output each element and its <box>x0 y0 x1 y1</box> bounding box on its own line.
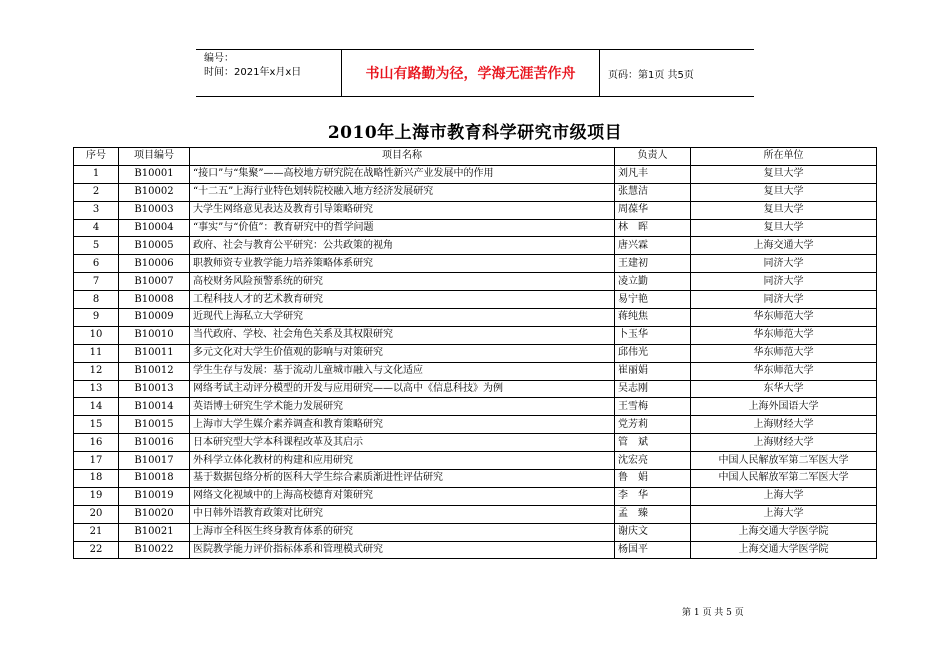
project-leader: 凌立勤 <box>615 273 691 291</box>
row-index: 21 <box>74 523 119 541</box>
row-index: 5 <box>74 237 119 255</box>
project-leader: 唐兴霖 <box>615 237 691 255</box>
table-row <box>74 219 877 237</box>
project-institution: 复旦大学 <box>691 219 877 237</box>
project-name: 中日韩外语教育政策对比研究 <box>190 505 615 523</box>
document-number-label: 编号： <box>204 53 234 64</box>
project-table <box>73 147 877 559</box>
row-index: 14 <box>74 398 119 416</box>
project-institution: 华东师范大学 <box>691 326 877 344</box>
project-institution: 上海交通大学医学院 <box>691 523 877 541</box>
project-code: B10010 <box>119 326 190 344</box>
row-index: 15 <box>74 416 119 434</box>
project-leader: 王雪梅 <box>615 398 691 416</box>
project-code: B10001 <box>119 165 190 183</box>
project-name: 职教师资专业教学能力培养策略体系研究 <box>190 255 615 273</box>
row-index: 2 <box>74 183 119 201</box>
project-institution: 中国人民解放军第二军医大学 <box>691 452 877 470</box>
project-code: B10020 <box>119 505 190 523</box>
project-code: B10008 <box>119 291 190 309</box>
project-name: 多元文化对大学生价值观的影响与对策研究 <box>190 344 615 362</box>
project-leader: 王建初 <box>615 255 691 273</box>
project-institution: 中国人民解放军第二军医大学 <box>691 470 877 488</box>
project-leader: 蒋纯焦 <box>615 309 691 327</box>
table-row <box>74 416 877 434</box>
table-row <box>74 362 877 380</box>
page-header <box>196 49 754 97</box>
project-name: 网络文化视域中的上海高校德育对策研究 <box>190 487 615 505</box>
project-code: B10005 <box>119 237 190 255</box>
row-index: 6 <box>74 255 119 273</box>
row-index: 9 <box>74 309 119 327</box>
project-name: “接口”与“集聚”——高校地方研究院在战略性新兴产业发展中的作用 <box>190 165 615 183</box>
project-leader: 周葆华 <box>615 201 691 219</box>
project-name: 上海市全科医生终身教育体系的研究 <box>190 523 615 541</box>
project-institution: 复旦大学 <box>691 183 877 201</box>
project-leader: 管 斌 <box>615 434 691 452</box>
project-leader: 易宁艳 <box>615 291 691 309</box>
row-index: 4 <box>74 219 119 237</box>
row-index: 17 <box>74 452 119 470</box>
project-leader: 邱伟光 <box>615 344 691 362</box>
table-row <box>74 273 877 291</box>
col-header-institution: 所在单位 <box>691 148 877 166</box>
project-institution: 上海财经大学 <box>691 434 877 452</box>
header-motto: 书山有路勤为径，学海无涯苦作舟 <box>341 50 600 96</box>
project-code: B10003 <box>119 201 190 219</box>
project-institution: 同济大学 <box>691 291 877 309</box>
table-row <box>74 344 877 362</box>
table-row <box>74 434 877 452</box>
row-index: 7 <box>74 273 119 291</box>
table-row <box>74 523 877 541</box>
project-name: 英语博士研究生学术能力发展研究 <box>190 398 615 416</box>
project-name: 网络考试主动评分模型的开发与应用研究——以高中《信息科技》为例 <box>190 380 615 398</box>
project-name: 当代政府、学校、社会角色关系及其权限研究 <box>190 326 615 344</box>
project-code: B10004 <box>119 219 190 237</box>
project-code: B10002 <box>119 183 190 201</box>
project-code: B10015 <box>119 416 190 434</box>
project-institution: 华东师范大学 <box>691 309 877 327</box>
table-row <box>74 380 877 398</box>
row-index: 16 <box>74 434 119 452</box>
header-page-label: 页码：第1页 共5页 <box>608 69 694 81</box>
project-code: B10012 <box>119 362 190 380</box>
col-header-leader: 负责人 <box>615 148 691 166</box>
page-footer: 第 1 页 共 5 页 <box>682 608 744 618</box>
project-institution: 上海外国语大学 <box>691 398 877 416</box>
project-leader: 吴志刚 <box>615 380 691 398</box>
table-row <box>74 505 877 523</box>
project-name: 工程科技人才的艺术教育研究 <box>190 291 615 309</box>
row-index: 18 <box>74 470 119 488</box>
table-row <box>74 309 877 327</box>
project-code: B10007 <box>119 273 190 291</box>
row-index: 22 <box>74 541 119 559</box>
project-leader: 沈宏亮 <box>615 452 691 470</box>
document-title: 2010年上海市教育科学研究市级项目 <box>327 123 623 143</box>
row-index: 13 <box>74 380 119 398</box>
project-institution: 上海交通大学 <box>691 237 877 255</box>
table-row <box>74 541 877 559</box>
header-info <box>196 50 345 96</box>
project-code: B10009 <box>119 309 190 327</box>
table-row <box>74 326 877 344</box>
project-name: 外科学立体化教材的构建和应用研究 <box>190 452 615 470</box>
table-row <box>74 165 877 183</box>
row-index: 20 <box>74 505 119 523</box>
project-name: 政府、社会与教育公平研究：公共政策的视角 <box>190 237 615 255</box>
project-code: B10017 <box>119 452 190 470</box>
project-institution: 上海大学 <box>691 487 877 505</box>
project-code: B10014 <box>119 398 190 416</box>
table-row <box>74 201 877 219</box>
row-index: 11 <box>74 344 119 362</box>
project-leader: 谢庆文 <box>615 523 691 541</box>
row-index: 12 <box>74 362 119 380</box>
project-institution: 华东师范大学 <box>691 362 877 380</box>
project-institution: 东华大学 <box>691 380 877 398</box>
project-name: 上海市大学生媒介素养调查和教育策略研究 <box>190 416 615 434</box>
row-index: 10 <box>74 326 119 344</box>
project-name: 日本研究型大学本科课程改革及其启示 <box>190 434 615 452</box>
table-row <box>74 291 877 309</box>
project-code: B10011 <box>119 344 190 362</box>
table-header-row <box>74 148 877 166</box>
document-time-label: 时间：2021年x月x日 <box>204 67 302 78</box>
project-name: 学生生存与发展：基于流动儿童城市融入与文化适应 <box>190 362 615 380</box>
project-code: B10013 <box>119 380 190 398</box>
project-institution: 上海大学 <box>691 505 877 523</box>
project-institution: 上海交通大学医学院 <box>691 541 877 559</box>
project-code: B10006 <box>119 255 190 273</box>
col-header-index: 序号 <box>74 148 119 166</box>
table-row <box>74 183 877 201</box>
table-row <box>74 255 877 273</box>
project-code: B10022 <box>119 541 190 559</box>
table-row <box>74 452 877 470</box>
col-header-project-name: 项目名称 <box>190 148 615 166</box>
col-header-project-code: 项目编号 <box>119 148 190 166</box>
row-index: 19 <box>74 487 119 505</box>
project-institution: 复旦大学 <box>691 201 877 219</box>
project-code: B10016 <box>119 434 190 452</box>
project-name: 大学生网络意见表达及教育引导策略研究 <box>190 201 615 219</box>
project-name: 医院教学能力评价指标体系和管理模式研究 <box>190 541 615 559</box>
project-leader: 卜玉华 <box>615 326 691 344</box>
row-index: 3 <box>74 201 119 219</box>
project-code: B10021 <box>119 523 190 541</box>
project-institution: 华东师范大学 <box>691 344 877 362</box>
project-code: B10019 <box>119 487 190 505</box>
project-leader: 崔丽娟 <box>615 362 691 380</box>
project-institution: 同济大学 <box>691 273 877 291</box>
row-index: 8 <box>74 291 119 309</box>
project-name: 高校财务风险预警系统的研究 <box>190 273 615 291</box>
project-leader: 李 华 <box>615 487 691 505</box>
project-leader: 鲁 娟 <box>615 470 691 488</box>
table-body <box>74 165 877 559</box>
project-leader: 林 晖 <box>615 219 691 237</box>
table-row <box>74 398 877 416</box>
project-name: 基于数据包络分析的医科大学生综合素质渐进性评估研究 <box>190 470 615 488</box>
project-leader: 张慧洁 <box>615 183 691 201</box>
project-name: “十二五”上海行业特色划转院校融入地方经济发展研究 <box>190 183 615 201</box>
project-leader: 刘凡丰 <box>615 165 691 183</box>
project-institution: 复旦大学 <box>691 165 877 183</box>
project-leader: 孟 臻 <box>615 505 691 523</box>
table-row <box>74 487 877 505</box>
project-leader: 党芳莉 <box>615 416 691 434</box>
project-code: B10018 <box>119 470 190 488</box>
project-name: 近现代上海私立大学研究 <box>190 309 615 327</box>
row-index: 1 <box>74 165 119 183</box>
project-name: “事实”与“价值”：教育研究中的哲学问题 <box>190 219 615 237</box>
project-institution: 上海财经大学 <box>691 416 877 434</box>
table-row <box>74 237 877 255</box>
project-institution: 同济大学 <box>691 255 877 273</box>
project-leader: 杨国平 <box>615 541 691 559</box>
table-row <box>74 470 877 488</box>
